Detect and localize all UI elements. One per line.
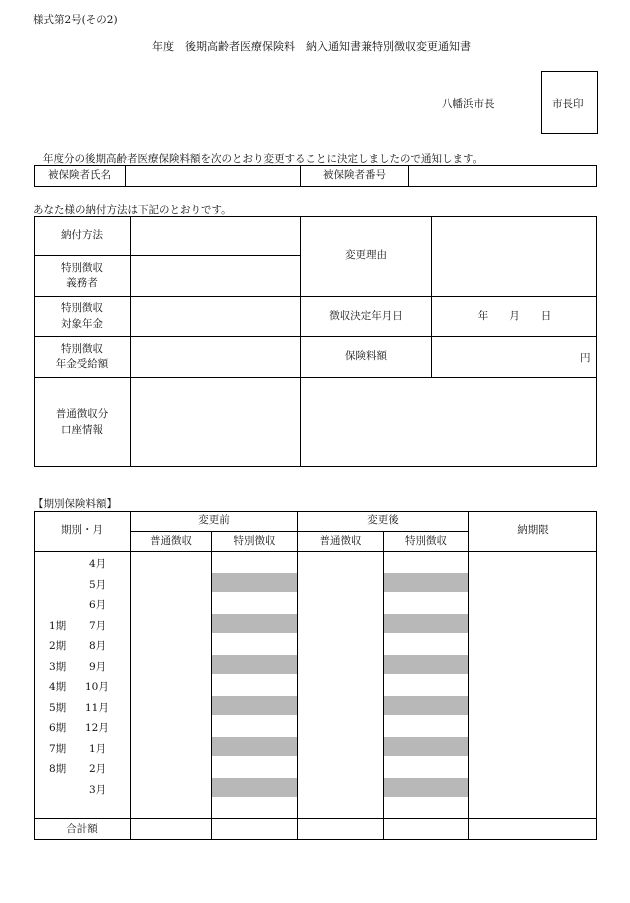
row-month-11: 2月 <box>89 763 107 775</box>
before-header: 変更前 <box>198 514 230 527</box>
row-period-8: 5期 <box>49 702 67 714</box>
row-month-5: 8月 <box>89 640 107 652</box>
insured-name-label: 被保険者氏名 <box>48 169 111 182</box>
payment-method-label: 納付方法 <box>61 228 103 241</box>
collector-label: 特別徴収 義務者 <box>61 261 103 289</box>
period-month-header: 期別・月 <box>61 524 103 537</box>
after-ordinary-header: 普通徴収 <box>319 534 362 547</box>
row-month-1: 4月 <box>89 558 107 570</box>
row-month-3: 6月 <box>89 599 107 611</box>
due-date-header: 納期限 <box>517 524 549 537</box>
period-table <box>34 511 597 840</box>
row-period-5: 2期 <box>49 640 67 652</box>
premium-amount-label: 保険料額 <box>345 350 387 363</box>
mayor-seal-label: 市長印 <box>552 98 584 110</box>
row-period-4: 1期 <box>49 620 67 632</box>
row-period-7: 4期 <box>49 681 67 693</box>
change-reason-label: 変更理由 <box>345 249 387 262</box>
notice-text: 年度分の後期高齢者医療保険料額を次のとおり変更することに決定しましたので通知します。 <box>43 153 484 165</box>
row-month-12: 3月 <box>89 784 107 796</box>
yen-unit: 円 <box>580 352 591 364</box>
row-month-9: 12月 <box>85 722 109 734</box>
before-ordinary-header: 普通徴収 <box>150 534 192 547</box>
row-period-6: 3期 <box>49 661 67 673</box>
row-period-11: 8期 <box>49 763 67 775</box>
pension-amount-label: 特別徴収 年金受給額 <box>55 342 109 370</box>
decision-date-label: 徴収決定年月日 <box>329 309 403 322</box>
target-pension-label: 特別徴収 対象年金 <box>61 302 103 330</box>
form-number: 様式第2号(その2) <box>33 14 118 26</box>
before-special-header: 特別徴収 <box>233 534 276 547</box>
row-month-8: 11月 <box>85 702 109 714</box>
total-label: 合計額 <box>66 822 98 835</box>
city-mayor: 八幡浜市長 <box>442 98 495 110</box>
after-header: 変更後 <box>367 514 399 527</box>
period-section-title: 【期別保険料額】 <box>33 498 117 510</box>
insured-number-label: 被保険者番号 <box>323 169 386 182</box>
account-info-label: 普通徴収分 口座情報 <box>55 408 109 436</box>
insured-name-value[interactable] <box>126 165 300 187</box>
row-period-10: 7期 <box>49 743 67 755</box>
method-intro: あなた様の納付方法は下記のとおりです。 <box>33 204 232 216</box>
decision-date-value: 年 月 日 <box>477 309 552 322</box>
row-month-4: 7月 <box>89 620 107 632</box>
row-period-9: 6期 <box>49 722 67 734</box>
row-month-6: 9月 <box>89 661 107 673</box>
row-month-7: 10月 <box>85 681 109 693</box>
document-title: 年度 後期高齢者医療保険料 納入通知書兼特別徴収変更通知書 <box>152 40 471 53</box>
row-month-2: 5月 <box>89 579 107 591</box>
row-month-10: 1月 <box>89 743 107 755</box>
after-special-header: 特別徴収 <box>405 534 447 547</box>
insured-number-value[interactable] <box>409 165 597 187</box>
